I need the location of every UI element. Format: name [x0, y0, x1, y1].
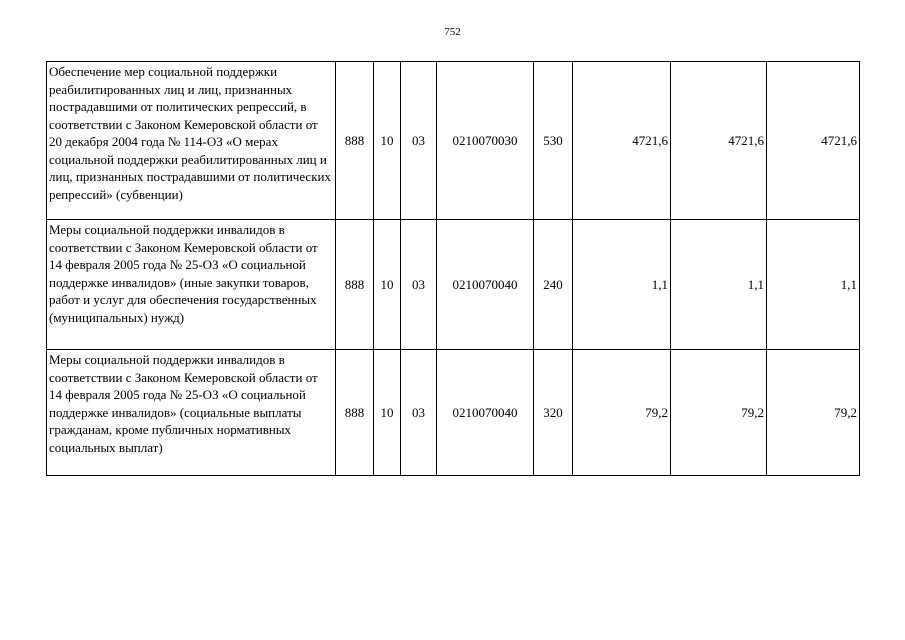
- subsection-code: 03: [401, 220, 437, 350]
- table-row: [47, 350, 860, 476]
- subsection-code: 03: [401, 62, 437, 220]
- amount-2: 4721,6: [671, 62, 767, 220]
- target-article-code: 0210070030: [437, 62, 534, 220]
- amount-3: 4721,6: [767, 62, 860, 220]
- budget-table: [46, 61, 860, 476]
- amount-3: 79,2: [767, 350, 860, 476]
- row-description: Меры социальной поддержки инвалидов в соответствии с Законом Кемеровской области от 14 февраля 2005 года № 25-ОЗ «О социальной поддержке инвалидов» (социальные выплаты гражданам, кроме публичных нормативных социальных выплат): [47, 350, 336, 476]
- expense-type-code: 240: [534, 220, 573, 350]
- section-code: 10: [374, 350, 401, 476]
- expense-type-code: 320: [534, 350, 573, 476]
- amount-2: 1,1: [671, 220, 767, 350]
- expense-type-code: 530: [534, 62, 573, 220]
- amount-2: 79,2: [671, 350, 767, 476]
- target-article-code: 0210070040: [437, 220, 534, 350]
- ministry-code: 888: [336, 62, 374, 220]
- amount-3: 1,1: [767, 220, 860, 350]
- ministry-code: 888: [336, 220, 374, 350]
- section-code: 10: [374, 62, 401, 220]
- amount-1: 4721,6: [573, 62, 671, 220]
- subsection-code: 03: [401, 350, 437, 476]
- target-article-code: 0210070040: [437, 350, 534, 476]
- ministry-code: 888: [336, 350, 374, 476]
- row-description: Меры социальной поддержки инвалидов в соответствии с Законом Кемеровской области от 14 февраля 2005 года № 25-ОЗ «О социальной поддержке инвалидов» (иные закупки товаров, работ и услуг для обеспечения государственных (муниципальных) нужд): [47, 220, 336, 350]
- section-code: 10: [374, 220, 401, 350]
- table-row: [47, 220, 860, 350]
- amount-1: 79,2: [573, 350, 671, 476]
- page-number: 752: [444, 26, 461, 38]
- row-description: Обеспечение мер социальной поддержки реабилитированных лиц и лиц, признанных пострадавшими от политических репрессий, в соответствии с Законом Кемеровской области от 20 декабря 2004 года № 114-ОЗ «О мерах социальной поддержки реабилитированных лиц и лиц, признанных пострадавшими от политических репрессий» (субвенции): [47, 62, 336, 220]
- table-row: [47, 62, 860, 220]
- amount-1: 1,1: [573, 220, 671, 350]
